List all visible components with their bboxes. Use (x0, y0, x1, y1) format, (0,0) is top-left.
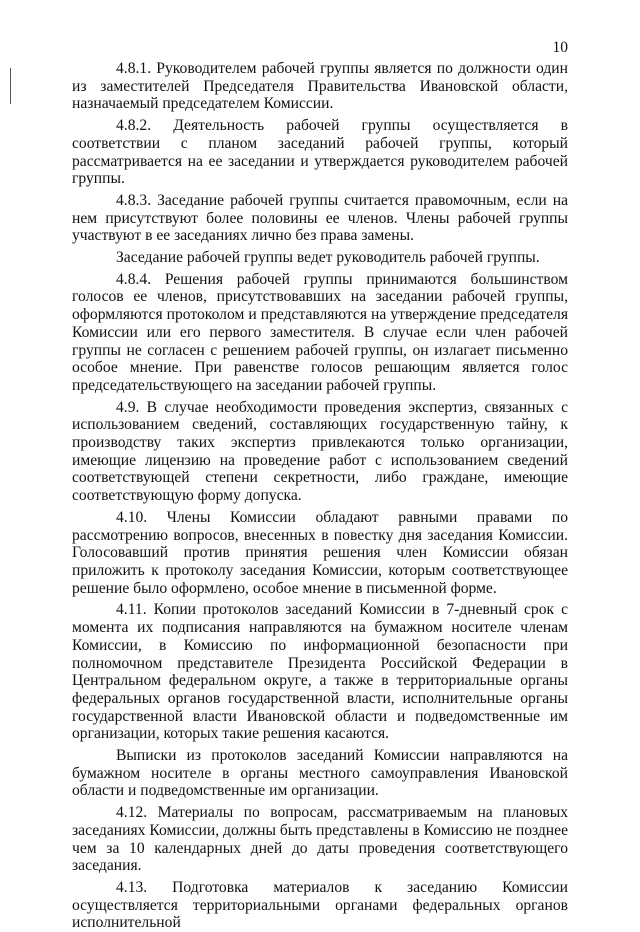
paragraph-4-8-4: 4.8.4. Решения рабочей группы принимаются большинством голосов ее членов, присутствовавших на заседании рабочей группы, оформляются протоколом и представляются на утверждение председателя Комиссии или его первого заместителя. В случае если член рабочей группы не согласен с решением рабочей группы, он излагает письменно особое мнение. При равенстве голосов решающим является голос председательствующего на заседании рабочей группы. (72, 270, 568, 394)
paragraph-4-8-2: 4.8.2. Деятельность рабочей группы осуществляется в соответствии с планом заседаний рабочей группы, который рассматривается на ее заседании и утверждается руководителем рабочей группы. (72, 117, 568, 188)
paragraph-4-12: 4.12. Материалы по вопросам, рассматриваемым на плановых заседаниях Комиссии, должны быть представлены в Комиссию не позднее чем за 10 календарных дней до даты проведения соответствующего заседания. (72, 804, 568, 875)
paragraph-4-8-3: 4.8.3. Заседание рабочей группы считается правомочным, если на нем присутствуют более половины ее членов. Члены рабочей группы участвуют в ее заседаниях лично без права замены. (72, 191, 568, 245)
paragraph-4-11-continued: Выписки из протоколов заседаний Комиссии направляются на бумажном носителе в органы местного самоуправления Ивановской области и подведомственные им организации. (72, 747, 568, 800)
document-body (72, 60, 568, 932)
paragraph-4-9: 4.9. В случае необходимости проведения экспертиз, связанных с использованием сведений, составляющих государственную тайну, к производству таких экспертиз привлекаются только организации, имеющие лицензию на проведение работ с использованием сведений соответствующей степени секретности, либо граждане, имеющие соответствующую форму допуска. (72, 398, 568, 505)
paragraph-4-11: 4.11. Копии протоколов заседаний Комиссии в 7-дневный срок с момента их подписания направляются на бумажном носителе членам Комиссии, в Комиссию по информационной безопасности при полномочном представителе Президента Российской Федерации в Центральном федеральном округе, а также в территориальные органы федеральных органов государственной власти, исполнительные органы государственной власти Ивановской области и подведомственные им организации, которых такие решения касаются. (72, 601, 568, 743)
paragraph-4-10: 4.10. Члены Комиссии обладают равными правами по рассмотрению вопросов, внесенных в повестку дня заседания Комиссии. Голосовавший против принятия решения член Комиссии обязан приложить к протоколу заседания Комиссии, которым соответствующее решение было оформлено, особое мнение в письменной форме. (72, 508, 568, 597)
page-number: 10 (552, 39, 568, 56)
paragraph-4-8-3-continued: Заседание рабочей группы ведет руководитель рабочей группы. (116, 249, 540, 267)
scan-margin-mark (10, 68, 11, 104)
paragraph-4-8-1: 4.8.1. Руководителем рабочей группы является по должности один из заместителей Председателя Правительства Ивановской области, назначаемый председателем Комиссии. (72, 60, 568, 113)
paragraph-4-13: 4.13. Подготовка материалов к заседанию Комиссии осуществляется территориальными органами федеральных органов исполнительной (72, 878, 568, 932)
